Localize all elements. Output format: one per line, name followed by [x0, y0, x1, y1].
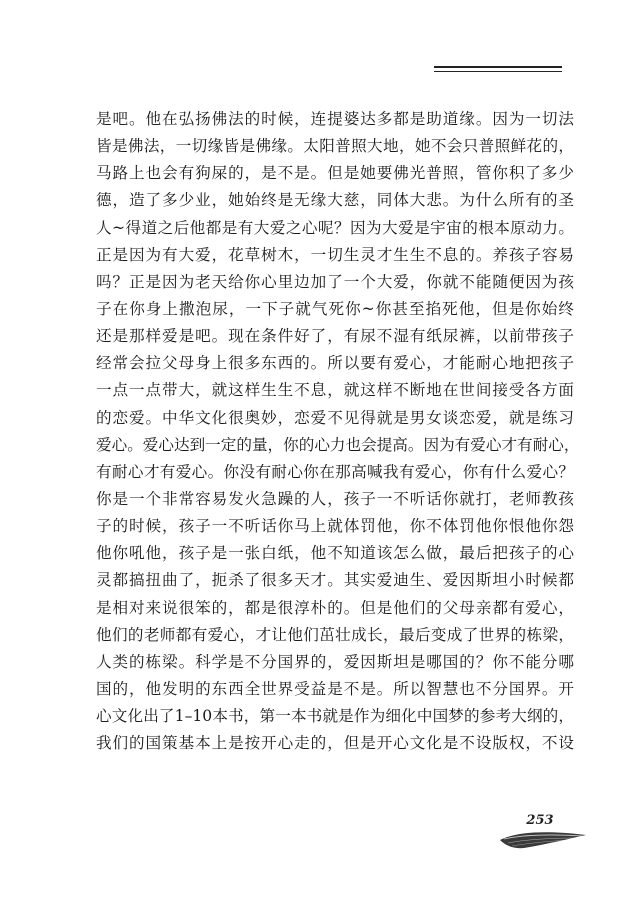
text-line: 爱心。爱心达到一定的量，你的心力也会提高。因为有爱心才有耐心， [96, 435, 580, 454]
brush-stroke-ornament [498, 826, 588, 852]
text-line: 有耐心才有爱心。你没有耐心你在那高喊我有爱心，你有什么爱心？ [96, 462, 574, 481]
body-text [96, 106, 580, 757]
text-line: 还是那样爱是吧。现在条件好了，有尿不湿有纸尿裤，以前带孩子 [96, 327, 574, 346]
text-line: 经常会拉父母身上很多东西的。所以要有爱心，才能耐心地把孩子 [96, 354, 574, 373]
text-line: 他们的老师都有爱心，才让他们茁壮成长，最后变成了世界的栋梁， [96, 625, 574, 644]
text-line: 你是一个非常容易发火急躁的人，孩子一不听话你就打，老师教孩 [96, 489, 574, 508]
text-line: 他你吼他，孩子是一张白纸，他不知道该怎么做，最后把孩子的心 [96, 544, 574, 563]
text-line: 的恋爱。中华文化很奥妙，恋爱不见得就是男女谈恋爱，就是练习 [96, 408, 574, 427]
text-line: 一点一点带大，就这样生生不息，就这样不断地在世间接受各方面 [96, 381, 574, 400]
text-line: 德，造了多少业，她始终是无缘大慈，同体大悲。为什么所有的圣 [96, 191, 574, 210]
text-line: 正是因为有大爱，花草树木，一切生灵才生生不息的。养孩子容易 [96, 245, 574, 264]
text-line: 心文化出了1–10本书，第一本书就是作为细化中国梦的参考大纲的， [96, 707, 574, 726]
text-line: 是相对来说很笨的，都是很淳朴的。但是他们的父母亲都有爱心， [96, 598, 574, 617]
text-line: 是吧。他在弘扬佛法的时候，连提婆达多都是助道缘。因为一切法 [96, 110, 574, 128]
text-line: 马路上也会有狗屎的，是不是。但是她要佛光普照，管你积了多少 [96, 164, 574, 183]
header-rule-thin [434, 71, 562, 72]
text-line: 国的，他发明的东西全世界受益是不是。所以智慧也不分国界。开 [96, 679, 574, 698]
text-line: 我们的国策基本上是按开心走的，但是开心文化是不设版权，不设 [96, 734, 574, 753]
text-line: 子的时候，孩子一不听话你马上就体罚他，你不体罚他你恨他你怨 [96, 517, 574, 536]
text-line: 人类的栋梁。科学是不分国界的，爱因斯坦是哪国的？你不能分哪 [96, 652, 574, 671]
text-line: 子在你身上撒泡尿，一下子就气死你~你甚至掐死他，但是你始终 [96, 299, 574, 318]
text-line: 吗？正是因为老天给你心里边加了一个大爱，你就不能随便因为孩 [96, 272, 574, 291]
text-line: 皆是佛法，一切缘皆是佛缘。太阳普照大地，她不会只普照鲜花的， [96, 137, 574, 156]
header-rule-thick [434, 66, 562, 68]
page-number: 253 [526, 813, 554, 828]
text-line: 人~得道之后他都是有大爱之心呢？因为大爱是宇宙的根本原动力。 [96, 218, 574, 237]
text-line: 灵都搞扭曲了，扼杀了很多天才。其实爱迪生、爱因斯坦小时候都 [96, 571, 574, 590]
